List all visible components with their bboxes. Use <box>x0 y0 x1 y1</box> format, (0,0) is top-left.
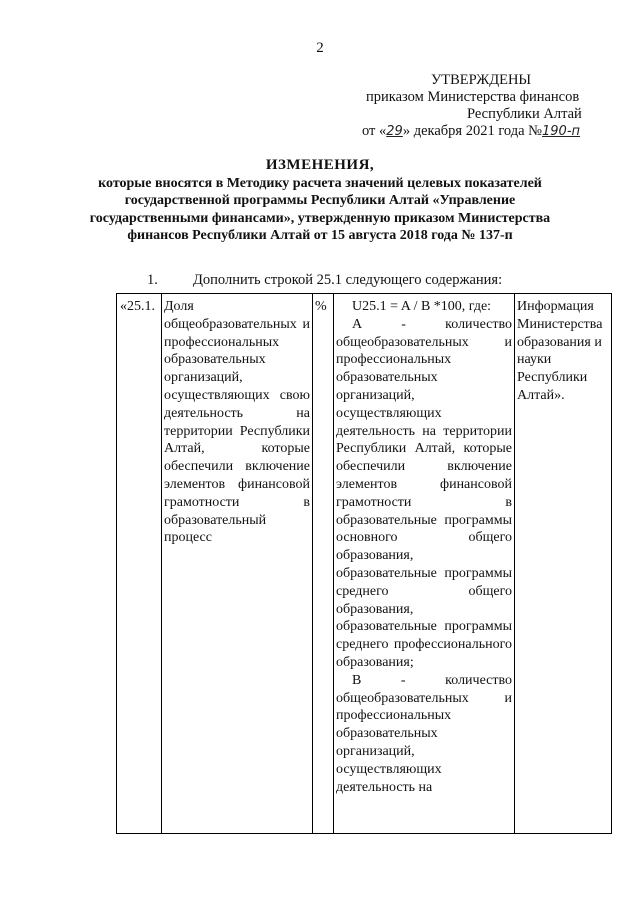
formula-cell <box>334 294 515 834</box>
item-number: 1. <box>147 272 158 288</box>
formula-b-definition: В - количество общеобразовательных и профессиональных образовательных организаций, осуществляющих деятельность на <box>336 672 512 795</box>
date-middle: » декабря 2021 года № <box>402 123 543 139</box>
source-cell: Информация Министерства образования и науки Республики Алтай». <box>515 294 612 834</box>
row-number-cell: «25.1. <box>117 294 162 834</box>
approval-heading: УТВЕРЖДЕНЫ <box>431 72 532 88</box>
approval-issuer: приказом Министерства финансов <box>366 89 580 105</box>
item-text: Дополнить строкой 25.1 следующего содержания: <box>193 272 503 288</box>
unit-cell: % <box>313 294 334 834</box>
formula: U25.1 = A / B *100, где: <box>352 299 492 314</box>
document-title <box>70 157 570 245</box>
approval-date-line <box>362 123 580 140</box>
table-row <box>117 294 612 834</box>
approval-region: Республики Алтай <box>467 106 582 122</box>
item-1 <box>147 272 502 289</box>
handwritten-order-number: 190-п <box>542 124 581 139</box>
formula-a-definition: А - количество общеобразовательных и профессиональных образовательных организаций, осуществляющих деятельность на территории Республики Алтай, которые обеспечили включение элементов финансовой грамотности в образовательные программы основного общего образования, образовательные программы среднего общего образования, образовательные программы среднего профессионального образования; <box>336 316 512 670</box>
title-subtitle: которые вносятся в Методику расчета значений целевых показателей государственной программы Республики Алтай «Управление государственными финансами», утвержденную приказом Министерства финансов Республики Алтай от 15 августа 2018 года № 137-п <box>89 175 551 243</box>
page-number: 2 <box>316 40 324 56</box>
handwritten-day: 29 <box>386 124 403 139</box>
title-main: ИЗМЕНЕНИЯ, <box>265 157 375 173</box>
indicator-cell: Доля общеобразовательных и профессиональных образовательных организаций, осуществляющих свою деятельность на территории Республики Алтай, которые обеспечили включение элементов финансовой грамотности в образовательный процесс <box>162 294 313 834</box>
date-prefix: от « <box>362 123 387 139</box>
changes-table <box>116 293 612 834</box>
